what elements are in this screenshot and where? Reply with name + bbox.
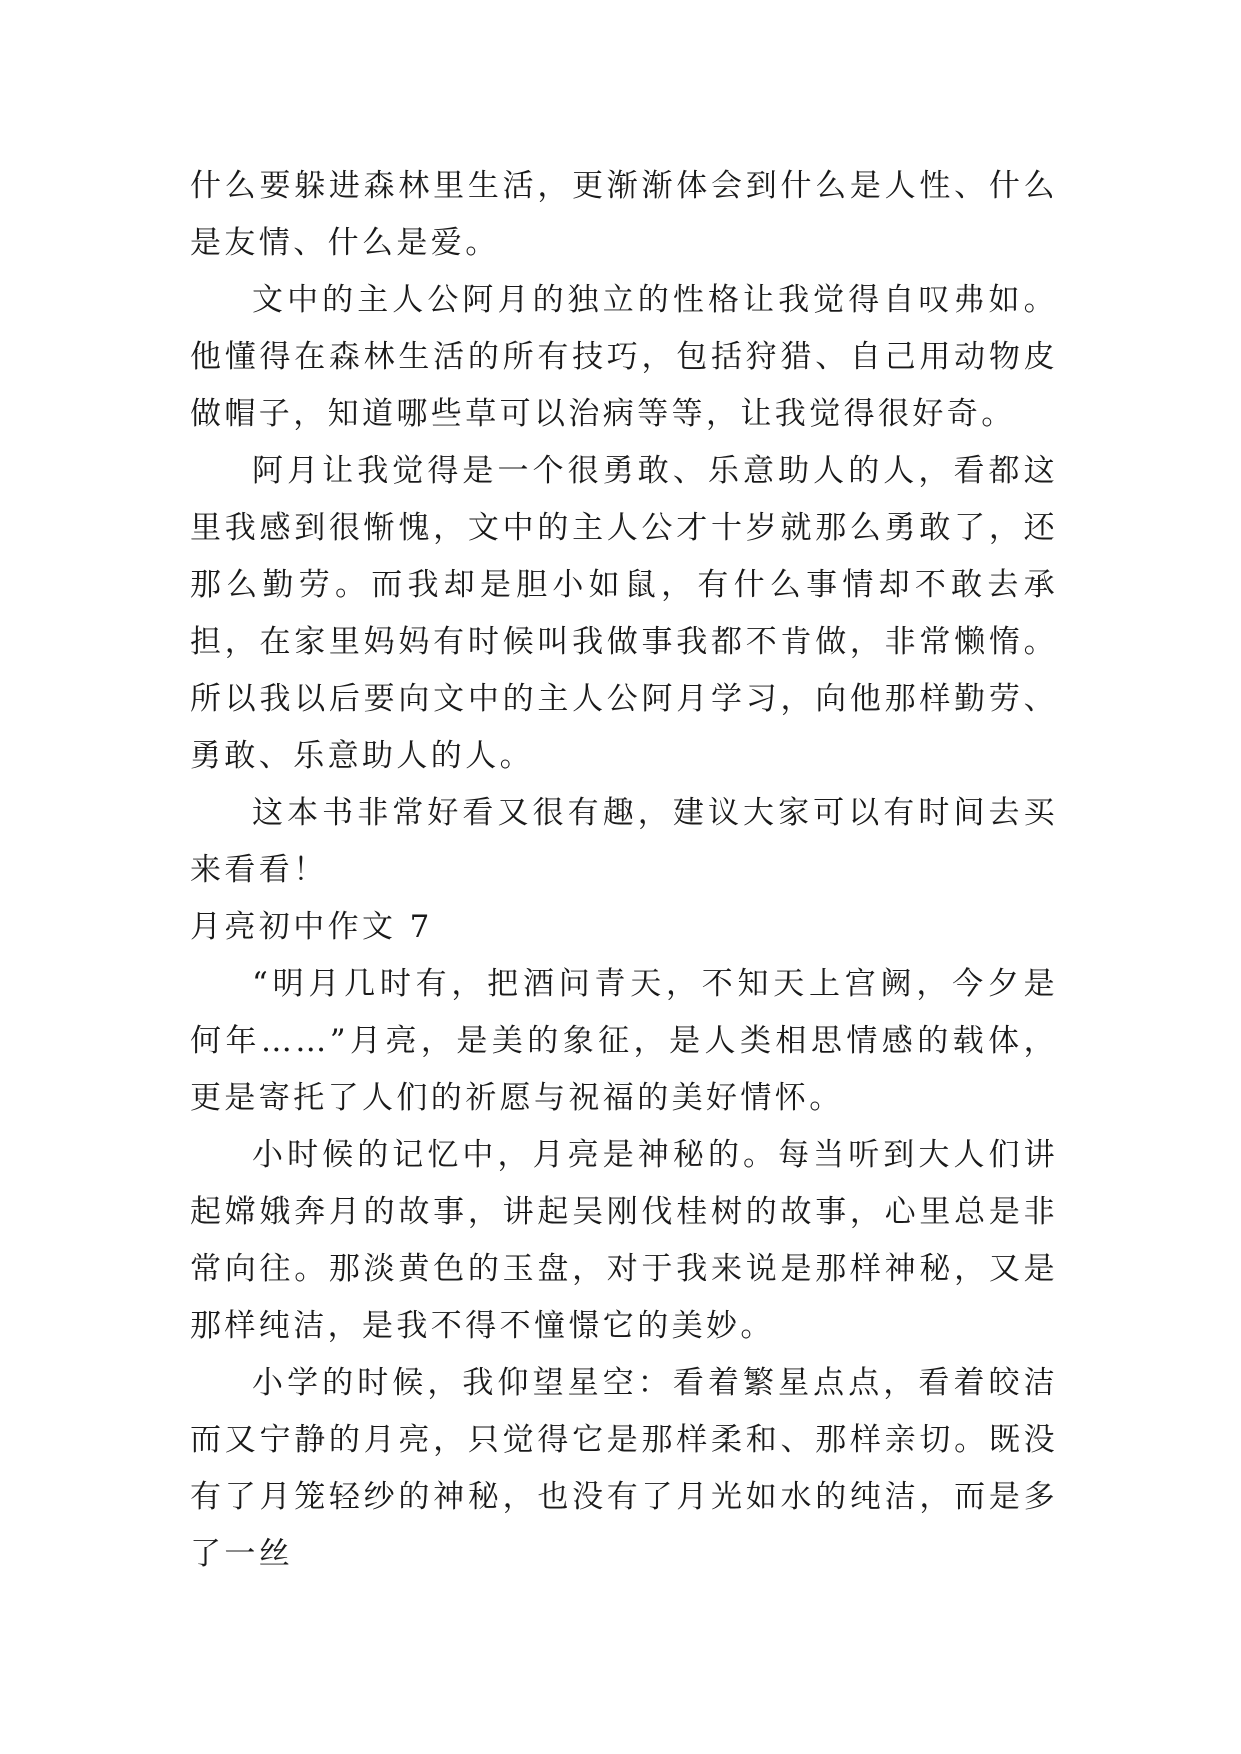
paragraph-3: 阿月让我觉得是一个很勇敢、乐意助人的人，看都这里我感到很惭愧，文中的主人公才十岁就那么勇敢了，还那么勤劳。而我却是胆小如鼠，有什么事情却不敢去承担，在家里妈妈有时候叫我做事我都不肯做，非常懒惰。所以我以后要向文中的主人公阿月学习，向他那样勤劳、勇敢、乐意助人的人。 bbox=[190, 453, 1058, 774]
paragraph-2: 文中的主人公阿月的独立的性格让我觉得自叹弗如。他懂得在森林生活的所有技巧，包括狩猎、自己用动物皮做帽子，知道哪些草可以治病等等，让我觉得很好奇。 bbox=[190, 282, 1058, 432]
paragraph-6: 小时候的记忆中，月亮是神秘的。每当听到大人们讲起嫦娥奔月的故事，讲起吴刚伐桂树的故事，心里总是非常向往。那淡黄色的玉盘，对于我来说是那样神秘，又是那样纯洁，是我不得不憧憬它的美妙。 bbox=[190, 1137, 1058, 1344]
paragraph-5: “明月几时有，把酒问青天，不知天上宫阙，今夕是何年……”月亮，是美的象征，是人类相思情感的载体，更是寄托了人们的祈愿与祝福的美好情怀。 bbox=[190, 966, 1058, 1116]
section-heading: 月亮初中作文 7 bbox=[190, 909, 433, 945]
paragraph-1: 什么要躲进森林里生活，更渐渐体会到什么是人性、什么是友情、什么是爱。 bbox=[190, 168, 1058, 261]
paragraph-7: 小学的时候，我仰望星空：看着繁星点点，看着皎洁而又宁静的月亮，只觉得它是那样柔和、那样亲切。既没有了月笼轻纱的神秘，也没有了月光如水的纯洁，而是多了一丝 bbox=[190, 1365, 1058, 1572]
paragraph-4: 这本书非常好看又很有趣，建议大家可以有时间去买来看看！ bbox=[190, 795, 1058, 888]
document-page bbox=[190, 158, 1058, 1583]
